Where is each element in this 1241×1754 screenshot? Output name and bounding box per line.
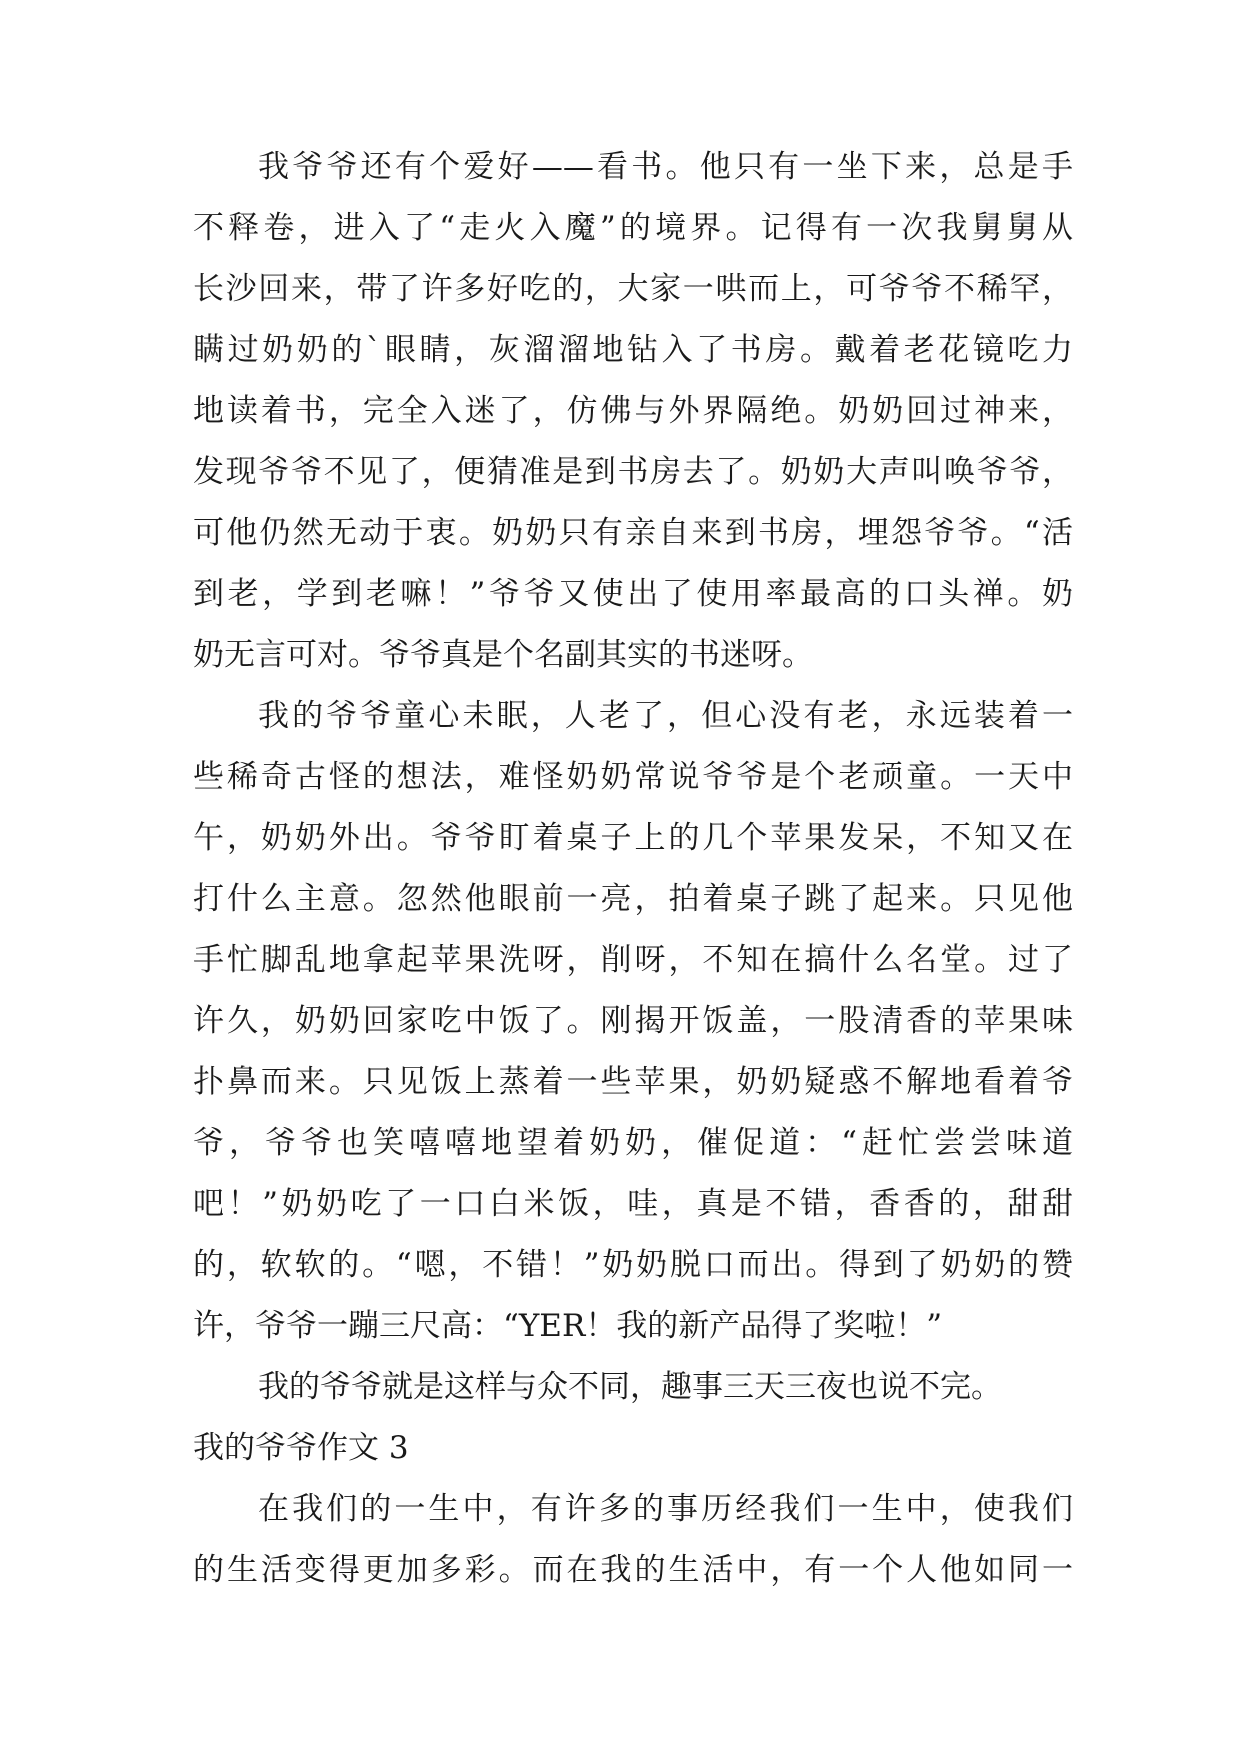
paragraph-2-line-4: 打什么主意。忽然他眼前一亮，拍着桌子跳了起来。只见他: [193, 881, 1073, 917]
paragraph-1-line-5: 地读着书，完全入迷了，仿佛与外界隔绝。奶奶回过神来，: [193, 393, 1073, 429]
paragraph-2-line-1: 我的爷爷童心未眠，人老了，但心没有老，永远装着一: [258, 698, 1073, 734]
paragraph-2-line-3: 午，奶奶外出。爷爷盯着桌子上的几个苹果发呆，不知又在: [193, 820, 1073, 856]
paragraph-1-line-1: 我爷爷还有个爱好——看书。他只有一坐下来，总是手: [258, 149, 1073, 185]
paragraph-1-line-2: 不释卷，进入了“走火入魔”的境界。记得有一次我舅舅从: [193, 210, 1073, 246]
paragraph-2-line-10: 的，软软的。“嗯，不错！”奶奶脱口而出。得到了奶奶的赞: [193, 1247, 1073, 1283]
paragraph-2-line-6: 许久，奶奶回家吃中饭了。刚揭开饭盖，一股清香的苹果味: [193, 1003, 1073, 1039]
paragraph-1-line-3: 长沙回来，带了许多好吃的，大家一哄而上，可爷爷不稀罕，: [193, 271, 1073, 307]
paragraph-1-line-6: 发现爷爷不见了，便猜准是到书房去了。奶奶大声叫唤爷爷，: [193, 454, 1073, 490]
paragraph-2-line-8: 爷，爷爷也笑嘻嘻地望着奶奶，催促道：“赶忙尝尝味道: [193, 1125, 1073, 1161]
paragraph-4-line-1: 在我们的一生中，有许多的事历经我们一生中，使我们: [258, 1491, 1073, 1527]
paragraph-1-line-9: 奶无言可对。爷爷真是个名副其实的书迷呀。: [193, 637, 813, 673]
paragraph-2-line-2: 些稀奇古怪的想法，难怪奶奶常说爷爷是个老顽童。一天中: [193, 759, 1073, 795]
paragraph-3-line-1: 我的爷爷就是这样与众不同，趣事三天三夜也说不完。: [258, 1369, 1002, 1405]
paragraph-2-line-9: 吧！”奶奶吃了一口白米饭，哇，真是不错，香香的，甜甜: [193, 1186, 1073, 1222]
paragraph-1-line-4: 瞒过奶奶的`眼睛，灰溜溜地钻入了书房。戴着老花镜吃力: [193, 332, 1073, 368]
essay-heading: 我的爷爷作文 3: [193, 1430, 409, 1466]
paragraph-1-line-8: 到老，学到老嘛！”爷爷又使出了使用率最高的口头禅。奶: [193, 576, 1073, 612]
paragraph-4-line-2: 的生活变得更加多彩。而在我的生活中，有一个人他如同一: [193, 1552, 1073, 1588]
paragraph-2-line-11: 许，爷爷一蹦三尺高：“YER！我的新产品得了奖啦！”: [193, 1308, 943, 1344]
paragraph-2-line-7: 扑鼻而来。只见饭上蒸着一些苹果，奶奶疑惑不解地看着爷: [193, 1064, 1073, 1100]
paragraph-1-line-7: 可他仍然无动于衷。奶奶只有亲自来到书房，埋怨爷爷。“活: [193, 515, 1073, 551]
paragraph-2-line-5: 手忙脚乱地拿起苹果洗呀，削呀，不知在搞什么名堂。过了: [193, 942, 1073, 978]
